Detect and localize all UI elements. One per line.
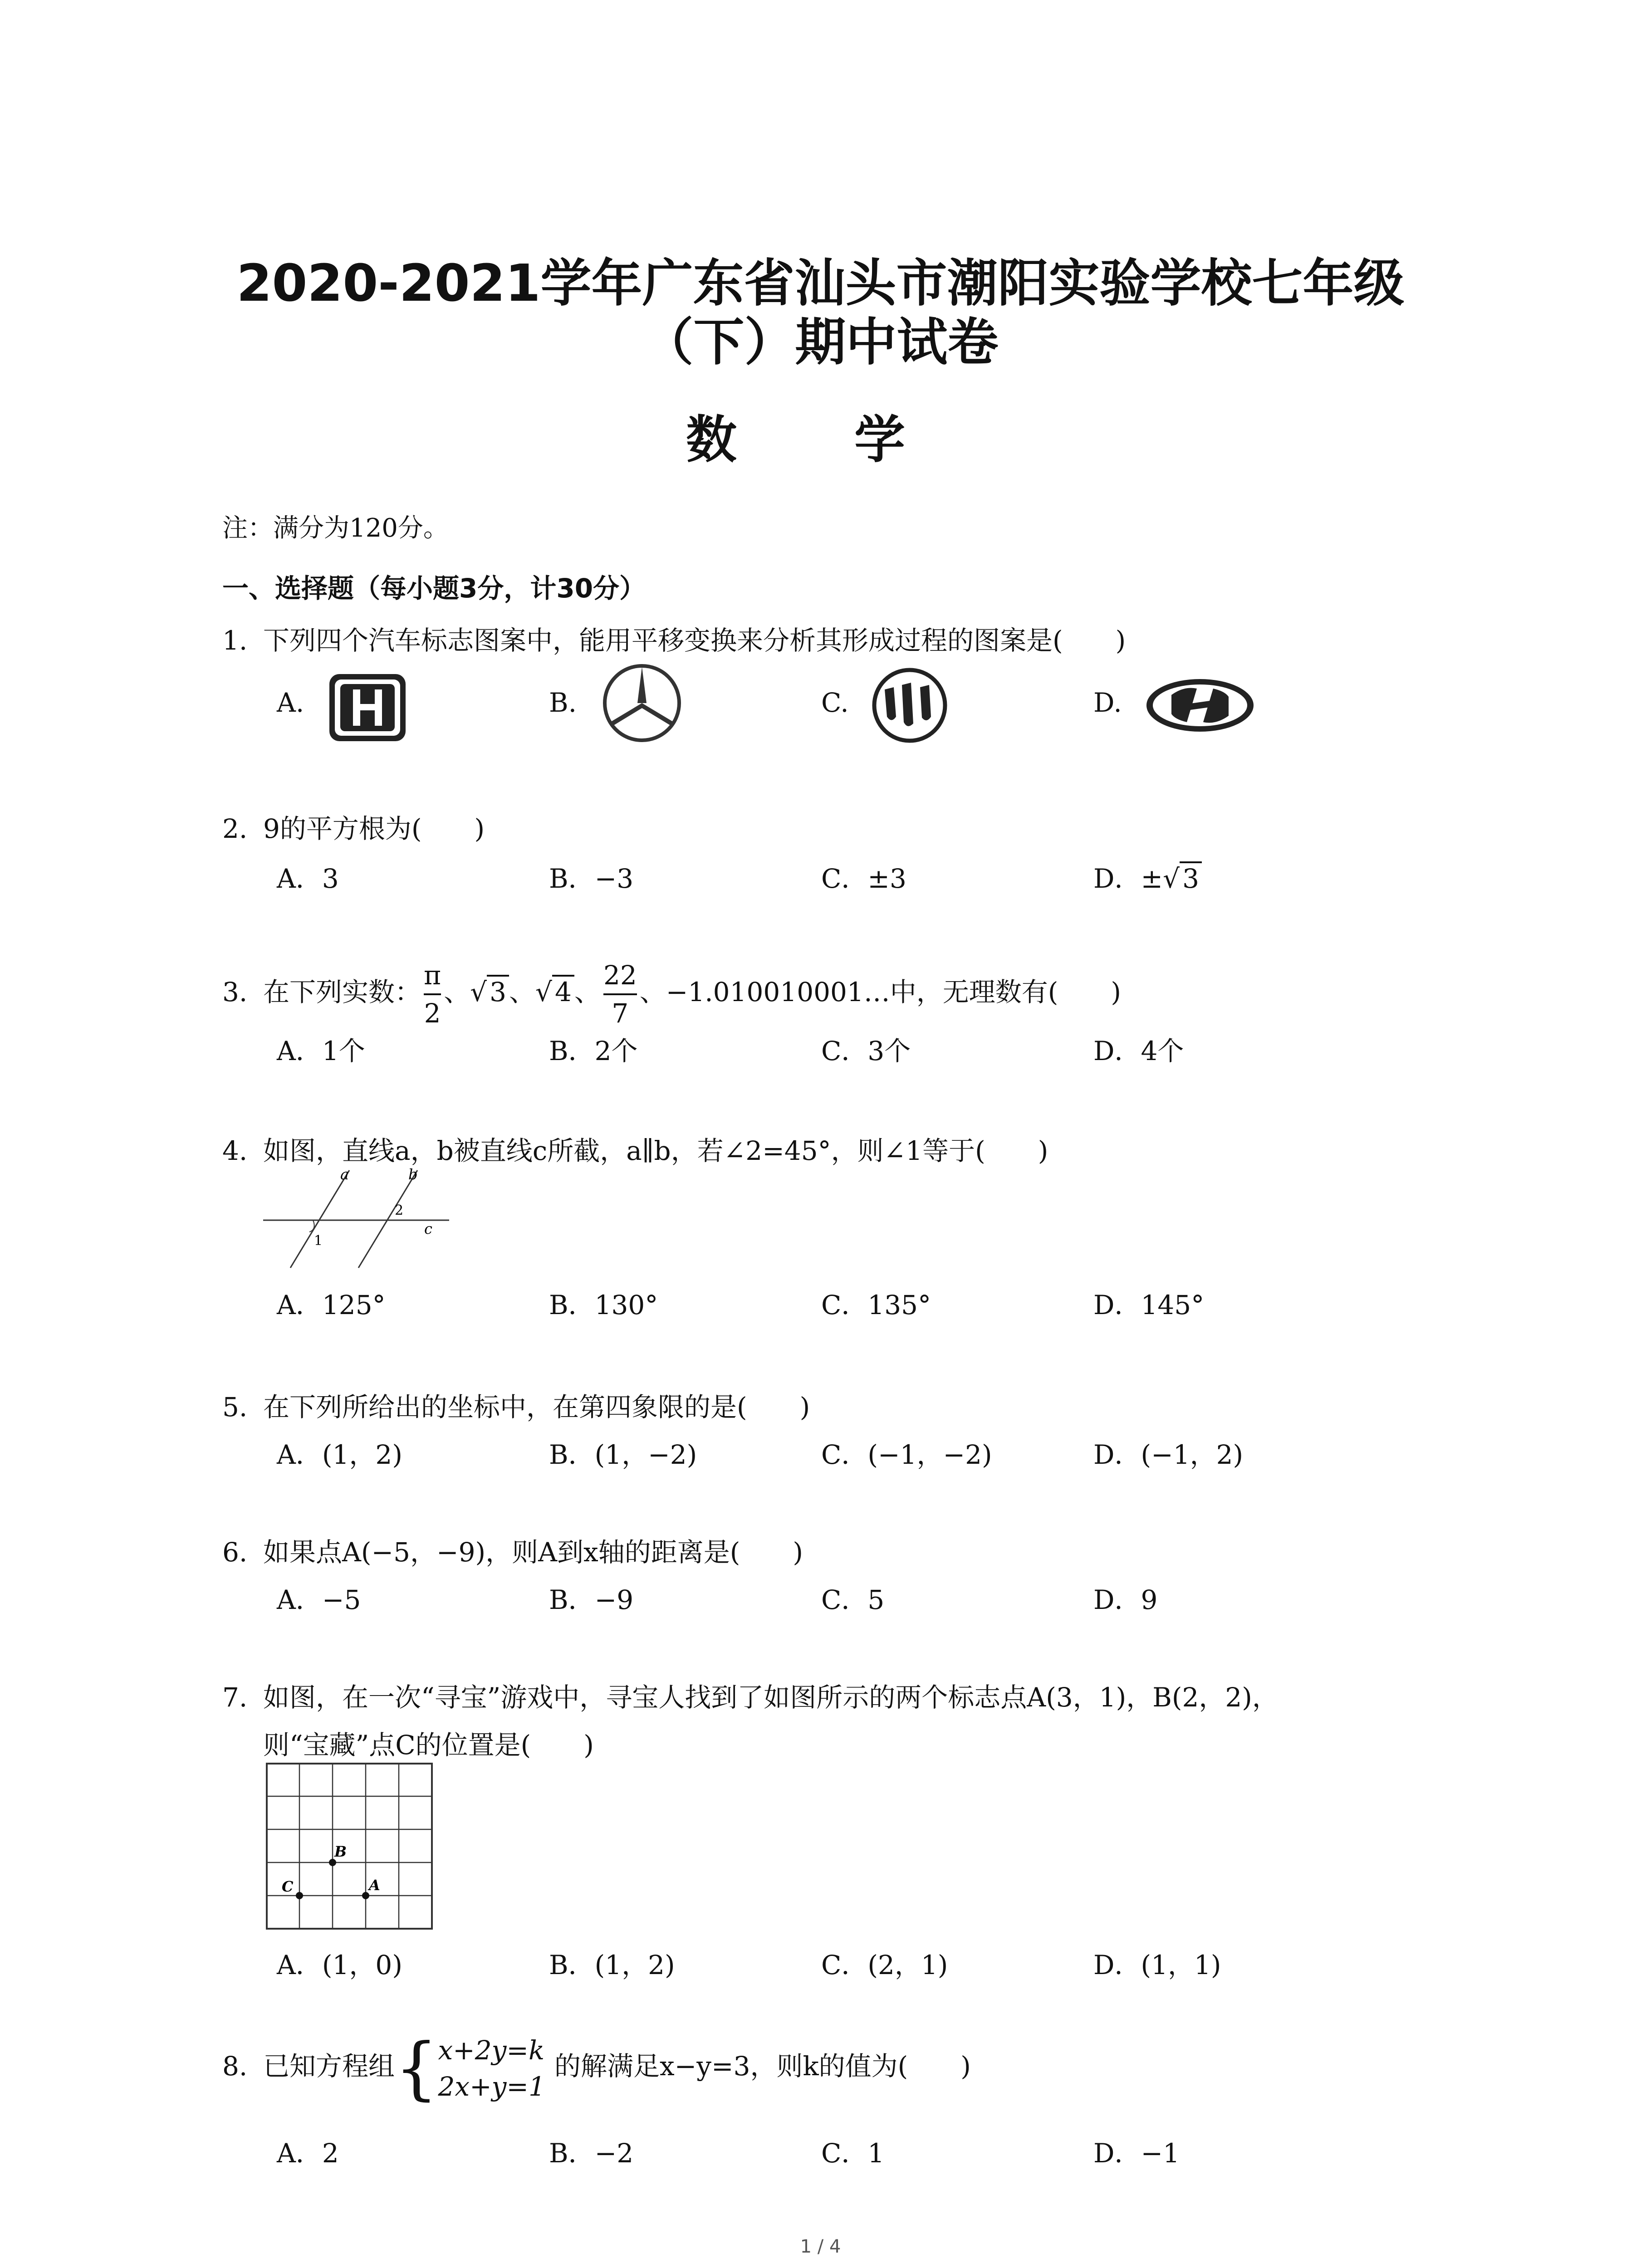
- option-8d: D．−1: [1093, 2138, 1180, 2169]
- option-4d: D．145°: [1093, 1290, 1205, 1320]
- question-8: 8. 已知方程组{ x+2y=k 2x+y=1 的解满足x−y=3，则k的值为( ): [222, 2029, 971, 2108]
- option-5c: C．(−1，−2): [821, 1439, 992, 1470]
- option-5a: A．(1，2): [277, 1439, 402, 1470]
- score-note: 注：满分为120分。: [222, 513, 449, 543]
- option-1a: A.: [277, 687, 304, 718]
- question-4: 4. 如图，直线a，b被直线c所截，a∥b，若∠2=45°，则∠1等于( ): [222, 1135, 1048, 1166]
- option-5d: D．(−1，2): [1093, 1439, 1244, 1470]
- equation-brace: {: [395, 2029, 438, 2108]
- question-number: 1.: [222, 625, 248, 656]
- option-7d: D．(1，1): [1093, 1950, 1221, 1980]
- option-2b: B．−3: [549, 863, 634, 894]
- option-6b: B．−9: [549, 1584, 634, 1615]
- label-point-c: C: [282, 1878, 294, 1895]
- section-heading: 一、选择题（每小题3分，计30分）: [222, 573, 646, 604]
- buick-logo-icon: [871, 667, 948, 744]
- option-5b: B．(1，−2): [549, 1439, 697, 1470]
- question-2: 2. 9的平方根为( ): [222, 813, 485, 844]
- fraction-22-over-7: $\frac{22}{7}$: [603, 957, 637, 1031]
- question-text: 下列四个汽车标志图案中，能用平移变换来分析其形成过程的图案是( ): [263, 625, 1126, 656]
- option-1c: C.: [821, 687, 849, 718]
- option-1b: B.: [549, 687, 577, 718]
- mercedes-logo-icon: [601, 662, 683, 744]
- question-6: 6. 如果点A(−5，−9)，则A到x轴的距离是( ): [222, 1537, 803, 1568]
- option-3d: D．4个: [1093, 1036, 1184, 1066]
- hyundai-logo-icon: [1143, 676, 1257, 735]
- treasure-grid-figure: [265, 1762, 433, 1930]
- option-7a: A．(1，0): [277, 1950, 402, 1980]
- label-a: a: [340, 1166, 349, 1183]
- option-4b: B．130°: [549, 1290, 658, 1320]
- option-7c: C．(2，1): [821, 1950, 948, 1980]
- option-3b: B．2个: [549, 1036, 638, 1066]
- question-1: [222, 619, 1126, 657]
- option-8a: A．2: [277, 2138, 339, 2169]
- page-number: 1 / 4: [800, 2236, 841, 2257]
- option-2d: D．±√ 3: [1093, 857, 1202, 895]
- option-6c: C．5: [821, 1584, 885, 1615]
- option-3a: A．1个: [277, 1036, 365, 1066]
- option-3c: C．3个: [821, 1036, 911, 1066]
- question-5: 5. 在下列所给出的坐标中，在第四象限的是( ): [222, 1392, 810, 1422]
- parallel-lines-figure: [263, 1166, 454, 1270]
- subject-title: 数 学: [686, 411, 955, 469]
- fraction-pi-over-2: $\frac{\pi}{2}$: [424, 957, 441, 1031]
- option-2c: C．±3: [821, 863, 906, 894]
- exam-title-line2: （下）期中试卷: [642, 313, 999, 372]
- label-b: b: [408, 1166, 418, 1183]
- question-3: 3. 在下列实数： $\frac{\pi}{2}$ 、√ 3 、√ 4 、 $\frac{22}{7}$ 、−1.010010001…中，无理数有( ): [222, 957, 1121, 1031]
- label-angle-1: 1: [314, 1233, 323, 1249]
- honda-logo-icon: [327, 671, 408, 744]
- label-point-b: B: [334, 1843, 347, 1860]
- option-2a: A．3: [277, 863, 339, 894]
- equation-system: x+2y=k 2x+y=1: [438, 2035, 545, 2102]
- option-4a: A．125°: [277, 1290, 386, 1320]
- exam-title-line1: 2020-2021学年广东省汕头市潮阳实验学校七年级: [236, 254, 1405, 313]
- option-6a: A．−5: [277, 1584, 361, 1615]
- option-8b: B．−2: [549, 2138, 634, 2169]
- label-point-a: A: [369, 1877, 380, 1894]
- option-1d: D.: [1093, 687, 1122, 718]
- option-8c: C．1: [821, 2138, 885, 2169]
- label-c: c: [424, 1220, 432, 1237]
- option-4c: C．135°: [821, 1290, 931, 1320]
- label-angle-2: 2: [395, 1202, 404, 1218]
- question-7-line2: 则“宝藏”点C的位置是( ): [263, 1730, 594, 1760]
- option-7b: B．(1，2): [549, 1950, 675, 1980]
- option-6d: D．9: [1093, 1584, 1158, 1615]
- question-7: 7. 如图，在一次“寻宝”游戏中，寻宝人找到了如图所示的两个标志点A(3，1)，B(2，2)，: [222, 1682, 1279, 1713]
